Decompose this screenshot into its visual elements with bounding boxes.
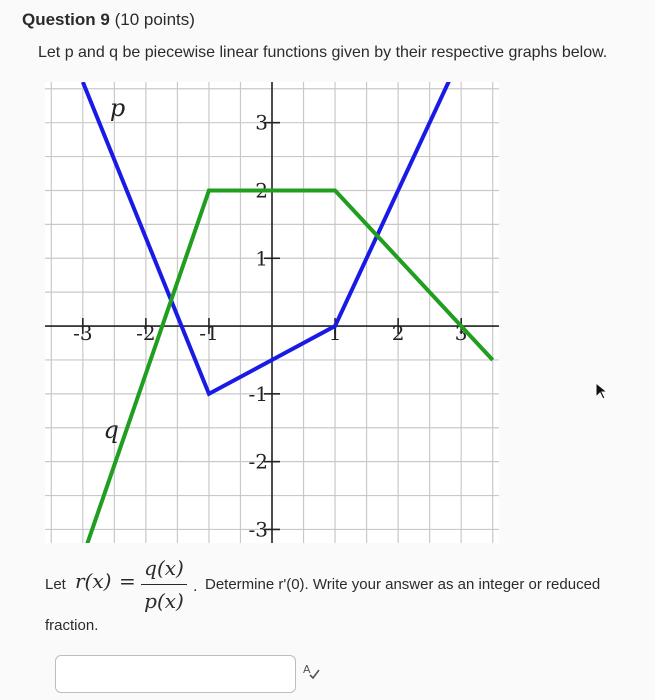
y-tick-label: -1 xyxy=(248,381,268,406)
answer-input[interactable] xyxy=(55,655,296,693)
y-tick-label: 1 xyxy=(255,246,268,271)
y-tick-label: -2 xyxy=(248,449,268,474)
let-text: Let xyxy=(45,576,66,593)
x-tick-label: -3 xyxy=(73,321,93,346)
instruction-continuation: fraction. xyxy=(45,617,99,634)
question-intro: Let p and q be piecewise linear functions given by their respective graphs below. xyxy=(38,44,608,61)
formula-numerator: q(x) xyxy=(144,556,184,580)
question-points: (10 points) xyxy=(114,10,195,29)
spellcheck-icon[interactable] xyxy=(302,662,320,685)
series-label-p: p xyxy=(109,93,126,122)
formula-lhs: r(x) xyxy=(75,569,112,593)
x-tick-label: 3 xyxy=(454,321,468,346)
formula-row xyxy=(45,556,645,620)
x-tick-label: 1 xyxy=(328,321,342,346)
y-tick-label: 3 xyxy=(255,110,268,135)
series-label-q: q xyxy=(103,415,119,444)
svg-text:A: A xyxy=(303,663,311,676)
x-tick-label: 2 xyxy=(391,321,405,346)
y-tick-label: 2 xyxy=(255,178,268,203)
formula-equals: = xyxy=(119,569,136,593)
x-tick-label: -1 xyxy=(199,321,219,346)
formula-denominator: p(x) xyxy=(144,589,184,613)
question-title: Question 9 xyxy=(22,10,110,29)
x-tick-label: -2 xyxy=(136,321,156,346)
mouse-cursor-icon xyxy=(594,382,610,405)
instruction-text: Determine r'(0). Write your answer as an integer or reduced xyxy=(205,576,601,593)
fraction-bar xyxy=(141,584,187,585)
formula-fraction xyxy=(141,556,187,613)
y-tick-label: -3 xyxy=(248,517,268,542)
formula-period: . xyxy=(193,578,198,595)
